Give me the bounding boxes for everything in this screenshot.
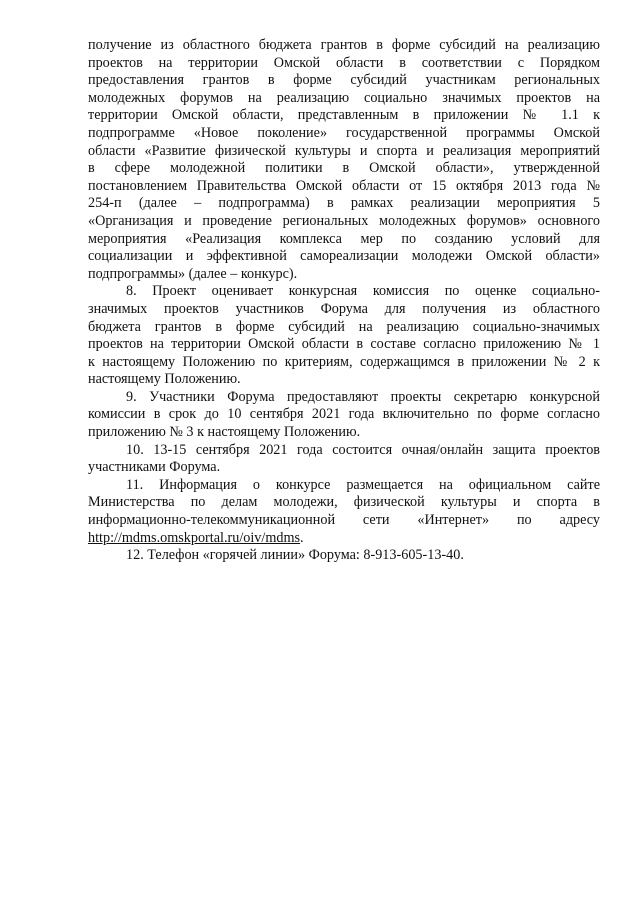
text-line: к настоящему Положению по критериям, содержащимся в приложении № 2 к [88, 353, 600, 370]
text-line: предоставления грантов в форме субсидий участникам региональных [88, 72, 600, 89]
text-line: области «Развитие физической культуры и спорта и реализация мероприятий [88, 142, 600, 159]
text-line: настоящему Положению. [88, 371, 241, 388]
url-line [88, 530, 600, 548]
paragraph-7 [88, 37, 600, 283]
text-line: Министерства по делам молодежи, физической культуры и спорта в [88, 494, 600, 511]
text-line: приложению № 3 к настоящему Положению. [88, 424, 361, 441]
text-line: постановлением Правительства Омской области от 15 октября 2013 года № [88, 177, 600, 194]
text-line: информационно-телекоммуникационной сети «Интернет» по адресу [88, 512, 600, 529]
paragraph-9 [88, 389, 600, 442]
website-link[interactable]: http://mdms.omskportal.ru/oiv/mdms [88, 529, 301, 546]
link-suffix: . [300, 529, 304, 546]
text-line: 254-п (далее – подпрограмма) в рамках реализации мероприятия 5 [88, 195, 600, 212]
text-line: мероприятия «Реализация комплекса мер по созданию условий для [88, 230, 600, 247]
text-line: подпрограмме «Новое поколение» государственной программы Омской [88, 124, 600, 141]
text-line: комиссии в срок до 10 сентября 2021 года включительно по форме согласно [88, 406, 600, 423]
text-line: проектов на территории Омской области в соответствии с Порядком [88, 54, 600, 71]
text-line: участниками Форума. [88, 459, 221, 476]
text-line: 9. Участники Форума предоставляют проекты секретарю конкурсной [126, 388, 600, 405]
text-line: получение из областного бюджета грантов в форме субсидий на реализацию [88, 37, 600, 53]
paragraph-12 [88, 547, 600, 565]
text-line: подпрограммы» (далее – конкурс). [88, 265, 298, 282]
paragraph-8 [88, 283, 600, 389]
text-line: молодежных форумов на реализацию социально значимых проектов на [88, 89, 600, 106]
text-line: 8. Проект оценивает конкурсная комиссия по оценке социально- [126, 283, 600, 300]
text-line: «Организация и проведение региональных молодежных форумов» основного [88, 212, 600, 229]
paragraph-10 [88, 442, 600, 477]
text-line: значимых проектов участников Форума для получения из областного [88, 300, 600, 317]
text-line: бюджета грантов в форме субсидий на реализацию социально-значимых [88, 318, 600, 335]
text-line: территории Омской области, представленным в приложении № 1.1 к [88, 107, 600, 124]
text-line: 11. Информация о конкурсе размещается на официальном сайте [126, 476, 600, 493]
paragraph-11 [88, 477, 600, 547]
text-line: в сфере молодежной политики в Омской области», утвержденной [88, 160, 600, 177]
text-line: 10. 13-15 сентября 2021 года состоится очная/онлайн защита проектов [126, 441, 600, 458]
text-line: социализации и эффективной самореализации молодежи Омской области» [88, 248, 600, 265]
text-line: 12. Телефон «горячей линии» Форума: 8-913-605-13-40. [126, 547, 464, 564]
text-line: проектов на территории Омской области в составе согласно приложению № 1 [88, 336, 600, 353]
document-body [88, 37, 600, 565]
